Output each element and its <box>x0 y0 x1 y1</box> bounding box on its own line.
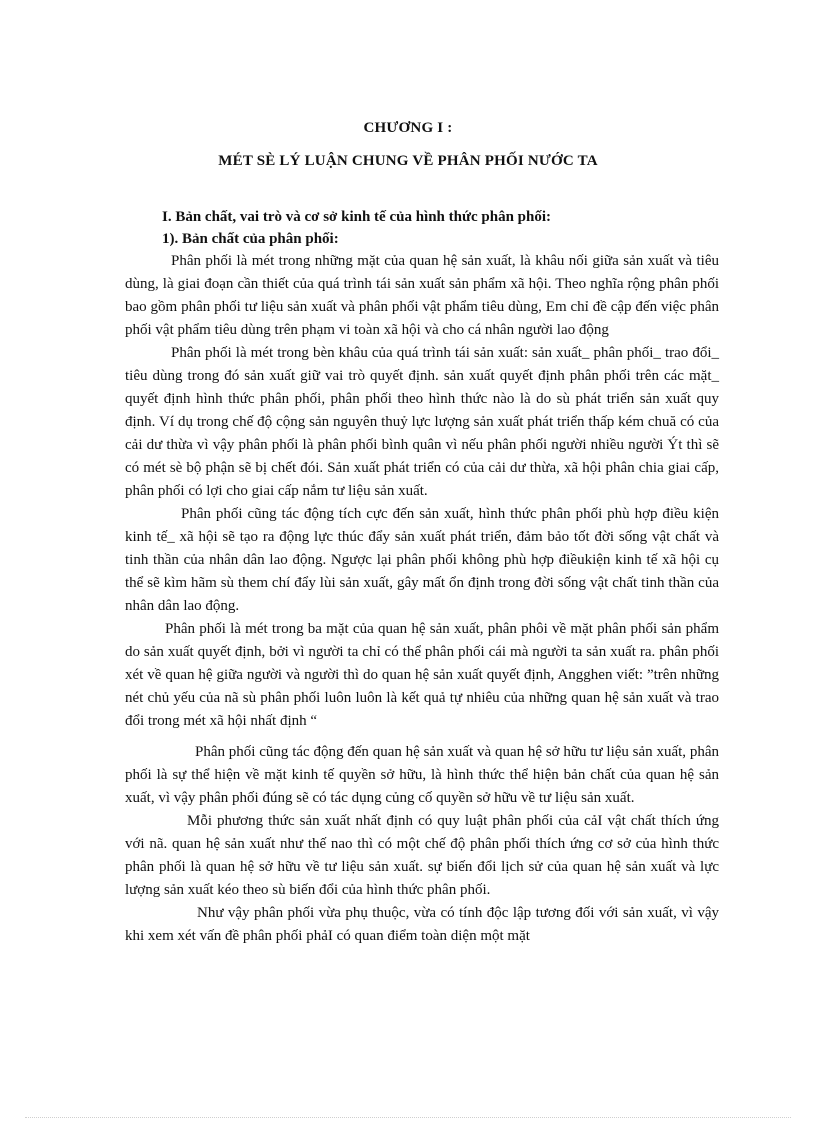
page-bottom-divider <box>25 1117 791 1118</box>
paragraph: Như vậy phân phối vừa phụ thuộc, vừa có tính độc lập tương đối với sản xuất, vì vậy khi xem xét vấn đề phân phối phảI có quan điểm toàn diện một mặt <box>125 905 719 944</box>
paragraph: Phân phối là mét trong ba mặt của quan hệ sản xuất, phân phôi về mặt phân phối sản phẩm do sản xuất quyết định, bởi vì người ta chỉ có thể phân phối cái mà người ta sản xuất ra. phân phối xét về quan hệ giữa người và người thì do quan hệ sản xuất quyết định, Angghen viết: ”trên những nét chủ yếu của nã sù phân phối luôn luôn là kết quả tự nhiêu của những quan hệ sản xuất và trao đổi trong mét xã hội nhất định “ <box>125 621 719 729</box>
chapter-subtitle: MÉT SÈ LÝ LUẬN CHUNG VỀ PHÂN PHỐI NƯỚC TA <box>218 153 598 169</box>
paragraph: Phân phối là mét trong những mặt của quan hệ sản xuất, là khâu nối giữa sản xuất và tiêu dùng, là giai đoạn cần thiết của quá trình tái sản xuất sản phẩm xã hội. Theo nghĩa rộng phân phối bao gồm phân phối tư liệu sản xuất và phân phối vật phẩm tiêu dùng, Em chỉ đề cập đến việc phân phối vật phẩm tiêu dùng trên phạm vi toàn xã hội và cho cá nhân người lao động <box>125 253 719 338</box>
paragraph: Phân phối là mét trong bèn khâu của quá trình tái sản xuất: sản xuất_ phân phối_ trao đổi_ tiêu dùng trong đó sản xuất giữ vai trò quyết định. sản xuất quyết định phân phối trên các mặt_ quyết định hình thức phân phối, phân phối theo hình thức nào là do sù phát triển sản xuất quy định. Ví dụ trong chế độ cộng sản nguyên thuỷ lực lượng sản xuất phát triển thấp kém chuă có của cải dư thừa vì vậy phân phối là phân phối bình quân vì nếu phân phối người nhiều người Ýt thì sẽ có mét sè bộ phận sẽ bị chết đói. Sản xuất phát triển có của cải dư thừa, xã hội phân chia giai cấp, phân phối có lợi cho giai cấp nắm tư liệu sản xuất. <box>125 345 719 499</box>
paragraph: Phân phối cũng tác động tích cực đến sản xuất, hình thức phân phối phù hợp điều kiện kinh tế_ xã hội sẽ tạo ra động lực thúc đẩy sản xuất phát triển, đảm bảo tốt đời sống vật chất và tinh thần của nhân dân lao động. Ngược lại phân phối không phù hợp điềukiện kinh tế xã hội cụ thể sẽ kìm hãm sù them chí đẩy lùi sản xuất, gây mất ổn định trong đời sống vật chất tinh thần của nhân dân lao động. <box>125 506 719 614</box>
document-body <box>125 206 719 948</box>
chapter-title: CHƯƠNG I : <box>363 120 453 136</box>
paragraph: Mỗi phương thức sản xuất nhất định có quy luật phân phối của cảI vật chất thích ứng với nã. quan hệ sản xuất như thế nao thì có một chế độ phân phối thích ứng cơ sở của hình thức phân phối là quan hệ sở hữu về tư liệu sản xuất. sự biến đổi lịch sử của quan hệ sản xuất và lực lượng sản xuất kéo theo sù biến đổi của hình thức phân phối. <box>125 813 719 898</box>
section-heading: I. Bản chất, vai trò và cơ sở kinh tế của hình thức phân phối: <box>162 209 552 225</box>
paragraph: Phân phối cũng tác động đến quan hệ sản xuất và quan hệ sở hữu tư liệu sản xuất, phân phối là sự thể hiện về mặt kinh tế quyền sở hữu, là hình thức thể hiện bản chất của quan hệ sản xuất, vì vậy phân phối đúng sẽ có tác dụng củng cố quyền sở hữu về tư liệu sản xuất. <box>125 744 719 806</box>
subsection-heading: 1). Bản chất của phân phối: <box>162 231 339 247</box>
